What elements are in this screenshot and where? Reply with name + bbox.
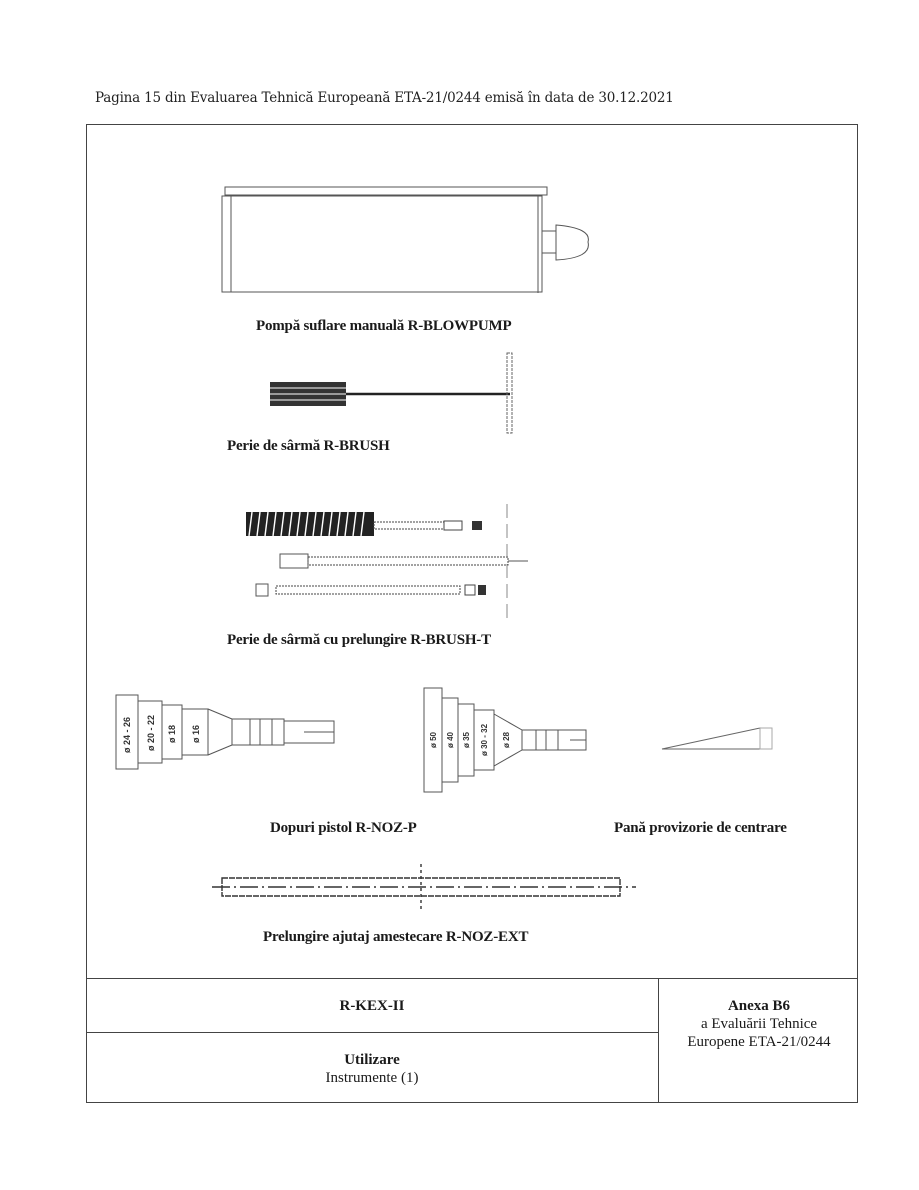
centering-wedge-caption: Pană provizorie de centrare — [614, 820, 787, 836]
label-d24-26: ø 24 - 26 — [122, 716, 132, 753]
product-name: R-KEX-II — [339, 998, 405, 1014]
annex-line-2: Europene ETA-21/0244 — [687, 1034, 831, 1050]
svg-text:ø 28: ø 28 — [502, 731, 511, 748]
usage-title: Utilizare — [344, 1052, 400, 1068]
nozzle-plug-large-drawing — [422, 686, 602, 796]
annex-title: Anexa B6 — [727, 998, 791, 1014]
brush-extension-drawing — [240, 500, 540, 630]
svg-text:ø 16: ø 16 — [191, 724, 201, 743]
brush-extension-caption: Perie de sârmă cu prelungire R-BRUSH-T — [227, 632, 491, 648]
nozzle-extension-drawing — [206, 862, 646, 912]
brush-drawing — [268, 350, 528, 440]
nozzle-plugs-caption: Dopuri pistol R-NOZ-P — [270, 820, 417, 836]
svg-text:ø 40: ø 40 — [446, 731, 455, 748]
svg-text:ø 50: ø 50 — [429, 731, 438, 748]
footer-top-divider — [86, 978, 858, 979]
centering-wedge-drawing — [660, 725, 780, 755]
usage-subtitle: Instrumente (1) — [325, 1070, 419, 1086]
footer-middle-divider — [86, 1032, 658, 1033]
page-header: Pagina 15 din Evaluarea Tehnică Europeană ETA-21/0244 emisă în data de 30.12.2021 — [95, 90, 674, 106]
nozzle-extension-caption: Prelungire ajutaj amestecare R-NOZ-EXT — [263, 929, 529, 945]
brush-caption: Perie de sârmă R-BRUSH — [227, 438, 390, 454]
svg-text:ø 20 - 22: ø 20 - 22 — [146, 714, 156, 751]
blowpump-caption: Pompă suflare manuală R-BLOWPUMP — [256, 318, 512, 334]
annex-line-1: a Evaluării Tehnice — [700, 1016, 818, 1032]
nozzle-plug-small-drawing — [114, 693, 344, 773]
svg-text:ø 30 - 32: ø 30 - 32 — [480, 723, 489, 756]
blowpump-drawing — [220, 183, 600, 298]
svg-text:ø 18: ø 18 — [167, 724, 177, 743]
svg-text:ø 35: ø 35 — [462, 731, 471, 748]
